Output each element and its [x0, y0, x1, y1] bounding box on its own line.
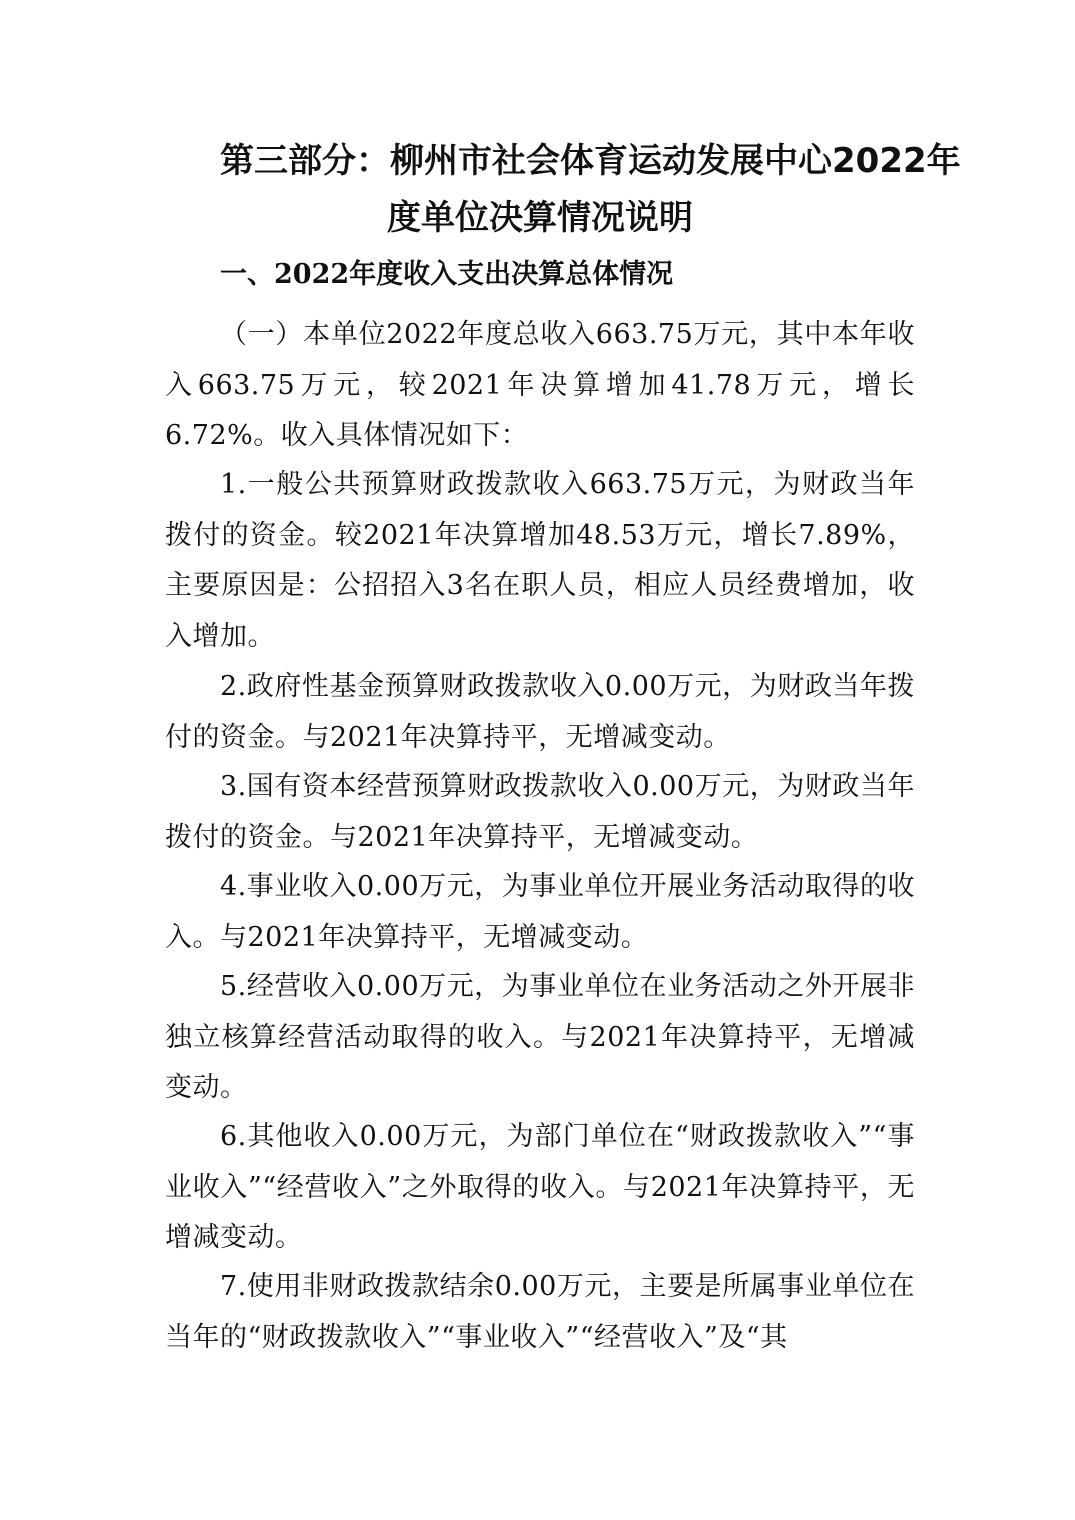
- paragraph-general-budget-income: 1.一般公共预算财政拨款收入663.75万元，为财政当年拨付的资金。较2021年决算增加48.53万元，增长7.89%，主要原因是：公招招入3名在职人员，相应人员经费增加，收入增加。: [165, 469, 915, 653]
- paragraph-total-income: （一）本单位2022年度总收入663.75万元，其中本年收入663.75万元，较2021年决算增加41.78万元，增长6.72%。收入具体情况如下：: [165, 319, 915, 452]
- paragraph-state-capital-income: 3.国有资本经营预算财政拨款收入0.00万元，为财政当年拨付的资金。与2021年决算持平，无增减变动。: [165, 771, 915, 853]
- section-heading: 一、2022年度收入支出决算总体情况: [220, 259, 674, 290]
- paragraph-government-fund-income: 2.政府性基金预算财政拨款收入0.00万元，为财政当年拨付的资金。与2021年决算持平，无增减变动。: [165, 671, 915, 753]
- paragraph-business-income: 4.事业收入0.00万元，为事业单位开展业务活动取得的收入。与2021年决算持平，无增减变动。: [165, 871, 915, 953]
- paragraph-operating-income: 5.经营收入0.00万元，为事业单位在业务活动之外开展非独立核算经营活动取得的收入。与2021年决算持平，无增减变动。: [165, 971, 915, 1104]
- paragraph-other-income: 6.其他收入0.00万元，为部门单位在“财政拨款收入”“事业收入”“经营收入”之外取得的收入。与2021年决算持平，无增减变动。: [165, 1121, 915, 1254]
- document-title-line-1: 第三部分：柳州市社会体育运动发展中心2022年: [220, 141, 961, 181]
- paragraph-non-fiscal-balance: 7.使用非财政拨款结余0.00万元，主要是所属事业单位在当年的“财政拨款收入”“事业收入”“经营收入”及“其: [165, 1271, 915, 1353]
- document-title-line-2: 度单位决算情况说明: [387, 198, 693, 238]
